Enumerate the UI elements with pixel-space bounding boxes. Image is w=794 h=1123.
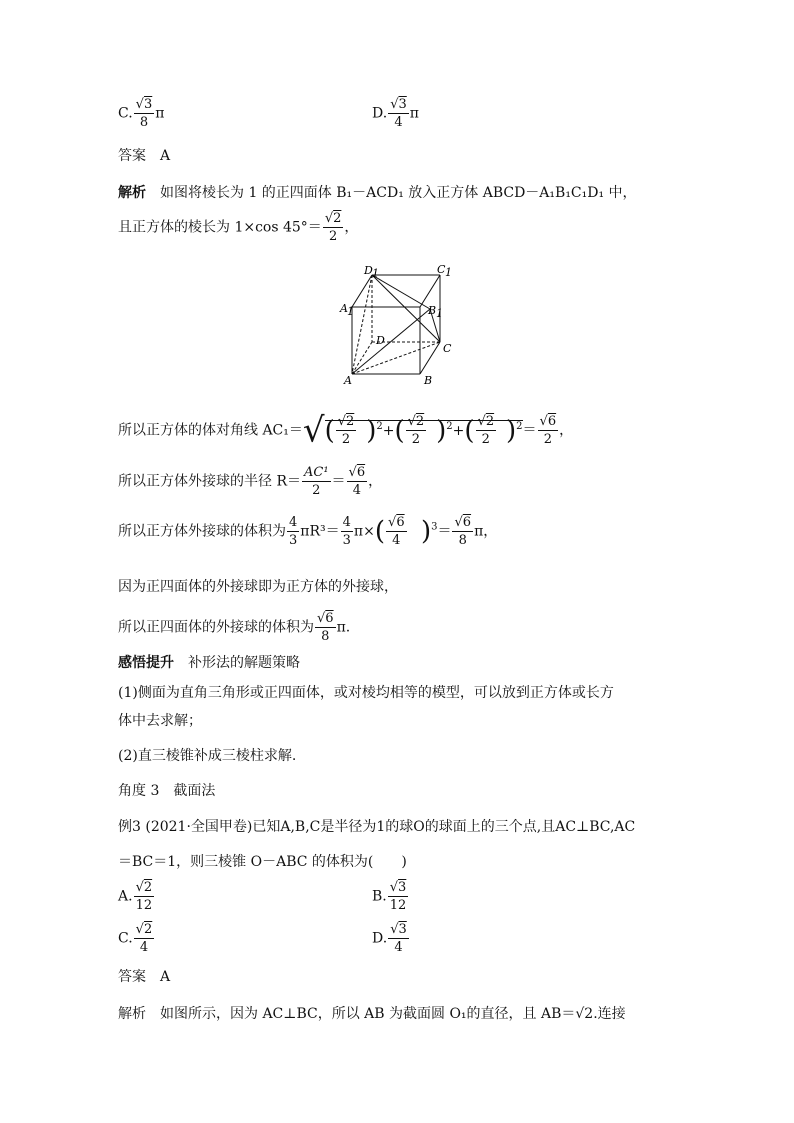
svg-text:1: 1	[347, 305, 354, 318]
option-b: B. $\frac{√3}{12}$	[372, 880, 407, 913]
option-d-top: D. $\frac{√3}{4}$ π	[372, 97, 419, 130]
insight-heading: 感悟提升 补形法的解题策略	[118, 655, 300, 671]
label-c: C	[443, 342, 452, 355]
example-3-line2: ＝BC＝1，则三棱锥 O－ABC 的体积为( )	[118, 854, 407, 870]
therefore-line: 所以正四面体的外接球的体积为 $\frac{√6}{8}$ π.	[118, 611, 351, 644]
svg-text:1: 1	[372, 267, 379, 280]
analysis-2: 解析 如图所示，因为 AC⊥BC，所以 AB 为截面圆 O₁的直径，且 AB＝√2.连接	[118, 1006, 626, 1022]
option-c-top: C. $\frac{√3}{8}$ π	[118, 97, 165, 130]
calc-diagonal: 所以正方体的体对角线 AC₁＝√( $\frac{√2}{2}$ )$^2$+( $\frac{√2}{2}$ )$^2$+( $\frac{√2}{2}$ )$^2$＝ $\frac{√6}{2}$ ，	[118, 410, 574, 451]
because-line: 因为正四面体的外接球即为正方体的外接球，	[118, 579, 398, 595]
label-b1: B	[428, 304, 437, 317]
example-3-line1: 例3 (2021·全国甲卷)已知A,B,C是半径为1的球O的球面上的三个点,且AC⊥BC,AC	[118, 819, 636, 835]
analysis-1-line2: 且正方体的棱长为 1×cos 45°＝ $\frac{√2}{2}$ ，	[118, 211, 359, 244]
label-d1: D	[364, 264, 373, 277]
analysis-1-line1: 解析 如图将棱长为 1 的正四面体 B₁－ACD₁ 放入正方体 ABCD－A₁B₁C₁D₁ 中，	[118, 185, 637, 201]
label-a1: A	[340, 302, 348, 315]
label-c1: C	[437, 263, 446, 276]
answer-2: 答案 A	[118, 969, 171, 985]
calc-radius: 所以正方体外接球的半径 R＝ $\frac{\text{AC¹}}{2}$ ＝ $\frac{√6}{4}$ ，	[118, 465, 383, 498]
cube-figure	[332, 262, 462, 390]
option-a: A. $\frac{√2}{12}$	[118, 880, 153, 913]
svg-text:1: 1	[445, 266, 452, 279]
insight-1a: (1)侧面为直角三角形或正四面体，或对棱均相等的模型，可以放到正方体或长方	[118, 685, 614, 701]
insight-2: (2)直三棱锥补成三棱柱求解.	[118, 748, 297, 764]
answer-1: 答案 A	[118, 148, 171, 164]
option-c: C. $\frac{√2}{4}$	[118, 922, 153, 955]
angle-3-heading: 角度 3 截面法	[118, 783, 216, 799]
calc-volume: 所以正方体外接球的体积为 $\frac{4}{3}$ πR³＝ $\frac{4}{3}$ π×( $\frac{√6}{4}$ )$^3$＝ $\frac{√6}{8}$ π，	[118, 515, 498, 548]
label-d: D	[376, 334, 385, 347]
option-d: D. $\frac{√3}{4}$	[372, 922, 407, 955]
label-a: A	[344, 374, 352, 387]
label-b: B	[424, 374, 433, 387]
insight-1b: 体中去求解；	[118, 713, 202, 729]
svg-text:1: 1	[436, 307, 443, 320]
